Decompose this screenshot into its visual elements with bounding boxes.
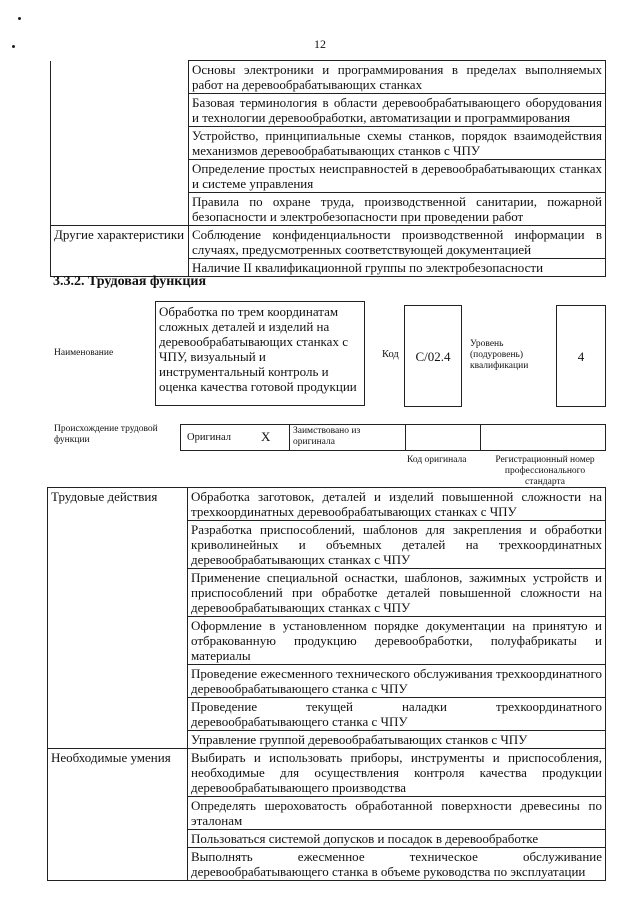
top-knowledge-table (50, 60, 606, 277)
borrowed-label: Заимствовано из оригинала (293, 426, 361, 447)
labor-function-table (47, 487, 606, 881)
table-row (48, 749, 606, 797)
row-label (48, 830, 188, 848)
function-name: Обработка по трем координатам сложных деталей и изделий на деревообрабатывающих станках с ЧПУ, визуальный и инструментальный контроль и оценка качества готовой продукции (159, 304, 357, 394)
table-row (48, 698, 606, 731)
table-row (48, 569, 606, 617)
code-original-caption: Код оригинала (407, 455, 467, 465)
row-label (51, 61, 189, 94)
row-label: Трудовые действия (48, 488, 188, 521)
function-name-box (155, 301, 365, 406)
row-text: Определение простых неисправностей в деревообрабатывающих станках и системе управления (189, 160, 606, 193)
row-label (48, 848, 188, 881)
table-row (48, 521, 606, 569)
origin-row (180, 424, 606, 451)
row-text: Обработка заготовок, деталей и изделий повышенной сложности на трехкоординатных деревообрабатывающих станках с ЧПУ (188, 488, 606, 521)
row-text: Проведение ежесменного технического обслуживания трехкоординатного деревообрабатывающего станка с ЧПУ (188, 665, 606, 698)
table-row (51, 127, 606, 160)
row-text: Определять шероховатость обработанной поверхности древесины по эталонам (188, 797, 606, 830)
row-label (48, 797, 188, 830)
table-row (48, 665, 606, 698)
row-label (51, 127, 189, 160)
row-label (48, 521, 188, 569)
row-label (48, 569, 188, 617)
table-row (48, 830, 606, 848)
scan-dot (18, 17, 21, 20)
origin-divider-2 (405, 424, 406, 451)
origin-divider-1 (289, 424, 290, 451)
section-title: 3.3.2. Трудовая функция (53, 274, 207, 289)
row-label (51, 94, 189, 127)
row-label: Другие характеристики (51, 226, 189, 259)
table-row (51, 61, 606, 94)
row-label (51, 160, 189, 193)
code-box (404, 305, 462, 407)
row-text: Основы электроники и программирования в пределах выполняемых работ на деревообрабатывающих станках (189, 61, 606, 94)
table-row (48, 488, 606, 521)
original-mark: X (261, 429, 271, 444)
origin-label: Происхождение трудовой функции (54, 424, 158, 445)
row-label (48, 731, 188, 749)
row-text: Разработка приспособлений, шаблонов для закрепления и обработки криволинейных и объемных деталей на трехкоординатных деревообрабатывающих станках с ЧПУ (188, 521, 606, 569)
row-label: Необходимые умения (48, 749, 188, 797)
table-row (51, 193, 606, 226)
row-label (48, 617, 188, 665)
row-text: Управление группой деревообрабатывающих станков с ЧПУ (188, 731, 606, 749)
row-text: Базовая терминология в области деревообрабатывающего оборудования и технологии деревообработки, автоматизации и программирования (189, 94, 606, 127)
level-label: Уровень (подуровень) квалификации (470, 339, 529, 371)
row-text: Применение специальной оснастки, шаблонов, зажимных устройств и приспособлений при обработке деталей повышенной сложности на деревообрабатывающих станках с ЧПУ (188, 569, 606, 617)
row-text: Соблюдение конфиденциальности производственной информации в случаях, предусмотренных соответствующей документацией (189, 226, 606, 259)
row-text: Выбирать и использовать приборы, инструменты и приспособления, необходимые для осуществления контроля качества продукции деревообрабатывающего производства (188, 749, 606, 797)
name-label: Наименование (54, 348, 114, 358)
row-label (48, 665, 188, 698)
table-row (51, 226, 606, 259)
origin-divider-3 (480, 424, 481, 451)
table-row (51, 160, 606, 193)
table-row (48, 617, 606, 665)
table-row (48, 797, 606, 830)
original-label: Оригинал (187, 432, 231, 443)
level-box (556, 305, 606, 407)
row-text: Пользоваться системой допусков и посадок в деревообработке (188, 830, 606, 848)
page-number: 12 (314, 37, 326, 51)
row-text: Наличие II квалификационной группы по электробезопасности (189, 259, 606, 277)
row-text: Правила по охране труда, производственной санитарии, пожарной безопасности и электробезопасности при проведении работ (189, 193, 606, 226)
row-text: Устройство, принципиальные схемы станков, порядок взаимодействия механизмов деревообрабатывающих станков с ЧПУ (189, 127, 606, 160)
row-text: Оформление в установленном порядке документации на принятую и отбракованную продукцию деревообработки, полуфабрикаты и материалы (188, 617, 606, 665)
row-label (48, 698, 188, 731)
table-row (48, 848, 606, 881)
scan-dot (12, 45, 15, 48)
row-text: Проведение текущей наладки трехкоординатного деревообрабатывающего станка с ЧПУ (188, 698, 606, 731)
level-value: 4 (577, 349, 585, 364)
table-row (48, 731, 606, 749)
row-label (51, 193, 189, 226)
table-row (51, 94, 606, 127)
row-text: Выполнять ежесменное техническое обслуживание деревообрабатывающего станка в объеме руководства по эксплуатации (188, 848, 606, 881)
code-label: Код (382, 349, 399, 360)
reg-number-caption: Регистрационный номер профессионального стандарта (495, 455, 595, 487)
code-value: С/02.4 (415, 349, 451, 364)
